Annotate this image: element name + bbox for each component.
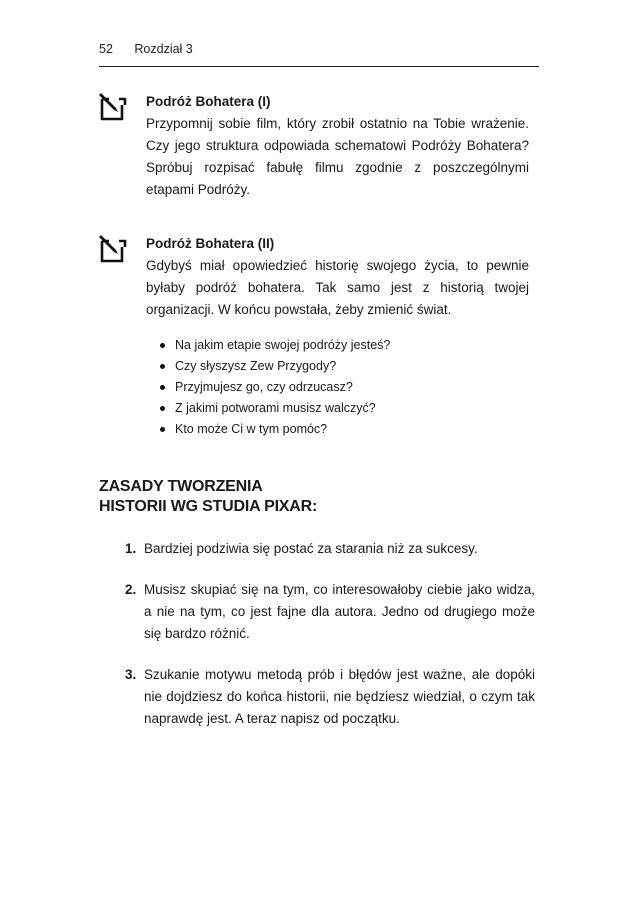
exercise-text: Przypomnij sobie film, który zrobił ostatnio na Tobie wrażenie. Czy jego struktura odpowiada schematowi Podróży Bohatera? Spróbuj rozpisać fabułę filmu zgodnie z poszczególnymi etapami Podróży. [146,116,529,197]
rule-item [125,579,535,645]
rule-item [125,538,535,560]
page-header [99,42,193,56]
section-heading-line-2: HISTORII WG STUDIA PIXAR: [99,498,318,515]
section-heading [99,477,317,517]
rule-item [125,664,535,730]
rule-text: Szukanie motywu metodą prób i błędów jest ważne, ale dopóki nie dojdziesz do końca historii, nie będziesz wiedział, o czym tak naprawdę jest. A teraz napisz od początku. [144,667,535,726]
page-number: 52 [99,42,113,56]
pixar-rules-list [125,538,535,749]
exercise-text: Gdybyś miał opowiedzieć historię swojego życia, to pewnie byłaby podróż bohatera. Tak samo jest z historią twojej organizacji. W końcu powstała, żeby zmienić świat. [146,258,529,317]
list-item: Czy słyszysz Zew Przygody? [159,356,529,377]
rule-number: 3. [125,667,137,682]
exercise-title: Podróż Bohatera (I) [146,94,271,109]
rule-text: Musisz skupiać się na tym, co interesowałoby ciebie jako widza, a nie na tym, co jest fajne dla autora. Jedno od drugiego może się bardzo różnić. [144,582,535,641]
exercise-box-2 [97,233,537,440]
rule-number: 2. [125,582,137,597]
pencil-note-icon [97,91,129,123]
list-item: Na jakim etapie swojej podróży jesteś? [159,335,529,356]
list-item: Z jakimi potworami musisz walczyć? [159,398,529,419]
chapter-label: Rozdział 3 [134,42,193,56]
list-item: Kto może Ci w tym pomóc? [159,419,529,440]
exercise-title: Podróż Bohatera (II) [146,236,275,251]
header-divider [99,66,539,67]
pencil-note-icon [97,233,129,265]
question-list [146,335,529,440]
list-item: Przyjmujesz go, czy odrzucasz? [159,377,529,398]
rule-number: 1. [125,541,137,556]
rule-text: Bardziej podziwia się postać za starania niż za sukcesy. [144,541,478,556]
section-heading-line-1: ZASADY TWORZENIA [99,478,263,495]
exercise-box-1 [97,91,537,201]
